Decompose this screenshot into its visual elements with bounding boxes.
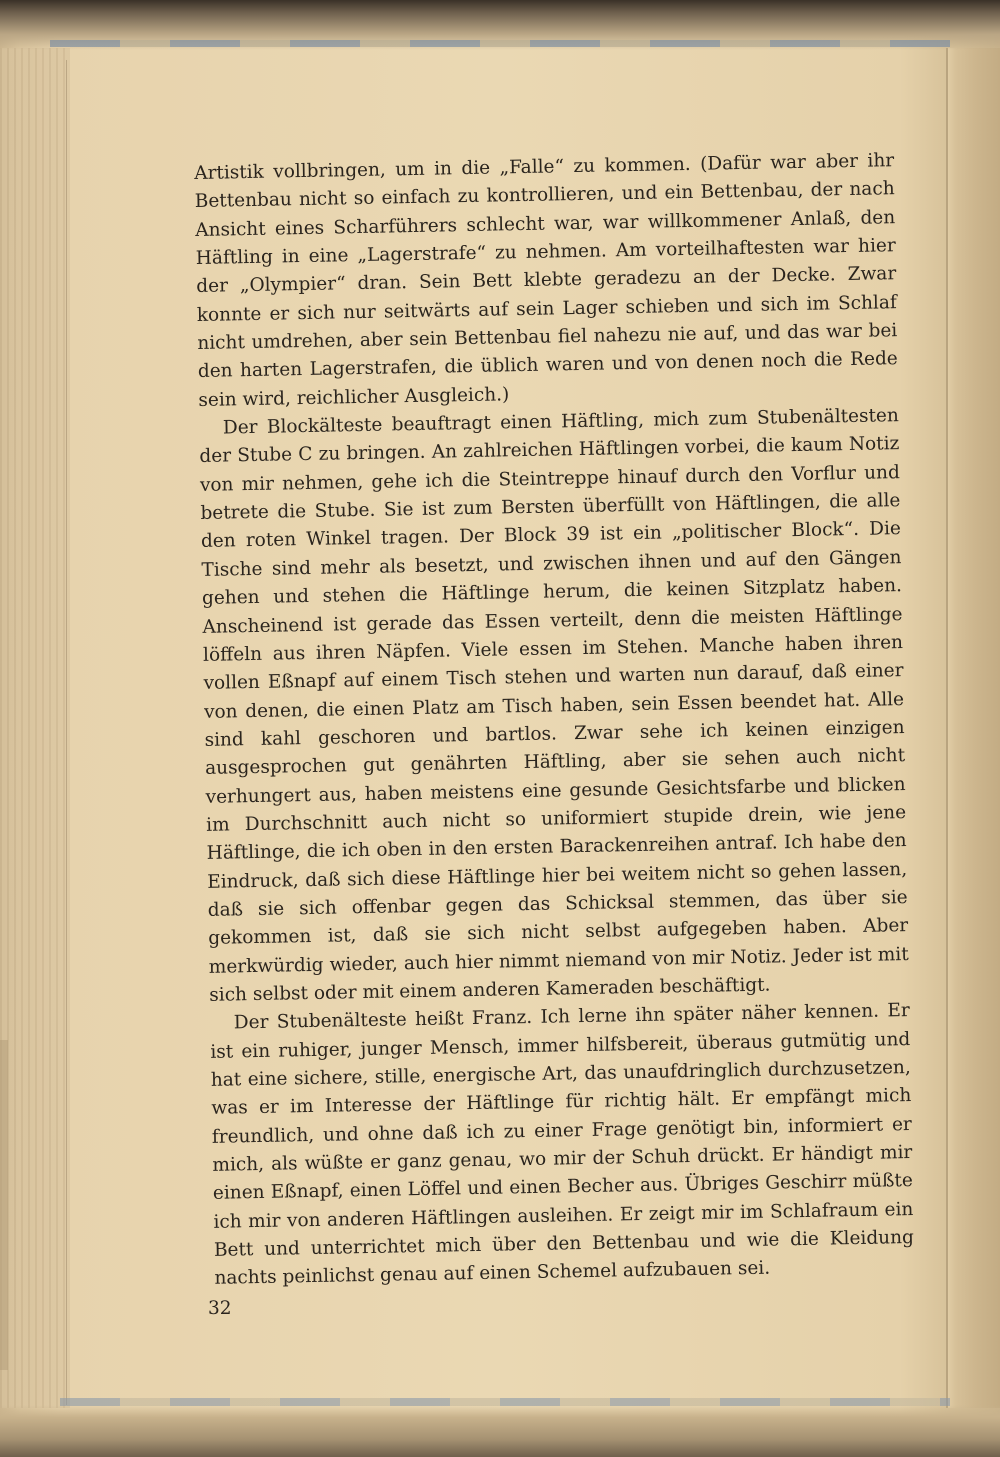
page-edge-line [66,60,67,1405]
body-text [194,147,915,1293]
stacked-page-edges [0,48,70,1408]
spine-shadow [0,1040,8,1370]
bottom-shadow [0,1405,1000,1457]
page-number: 32 [208,1298,232,1319]
paragraph-2: Der Blockälteste beauftragt einen Häftling, mich zum Stubenältesten der Stube C zu bringen. An zahlreichen Häftlingen vorbei, die kaum Notiz von mir nehmen, gehe ich die Steintreppe hinauf durch den Vorflur und betrete die Stube. Sie ist zum Bersten überfüllt von Häftlingen, die alle den roten Winkel tragen. Der Block 39 ist ein „politischer Block“. Die Tische sind mehr als besetzt, und zwischen ihnen und auf den Gängen gehen und stehen die Häftlinge herum, die keinen Sitzplatz haben. Anscheinend ist gerade das Essen verteilt, denn die meisten Häftlinge löffeln aus ihren Näpfen. Viele essen im Stehen. Manche haben ihren vollen Eßnapf auf einem Tisch stehen und warten nun darauf, daß einer von denen, die einen Platz am Tisch haben, sein Essen beendet hat. Alle sind kahl geschoren und bartlos. Zwar sehe ich keinen einzigen ausgesprochen gut genährten Häftling, aber sie sehen auch nicht verhungert aus, haben meistens eine gesunde Gesichtsfarbe und blicken im Durchschnitt auch nicht so uniformiert stupide drein, wie jene Häftlinge, die ich oben in den ersten Barackenreihen antraf. Ich habe den Eindruck, daß sich diese Häftlinge hier bei weitem nicht so gehen lassen, daß sie sich offenbar gegen das Schicksal stemmen, das über sie gekommen ist, daß sie sich nicht selbst aufgegeben haben. Aber merkwürdig wieder, auch hier nimmt niemand von mir Notiz. Jeder ist mit sich selbst oder mit einem anderen Kameraden beschäftigt. [199,405,909,1006]
paragraph-3: Der Stubenälteste heißt Franz. Ich lerne ihn später näher kennen. Er ist ein ruhiger, junger Mensch, immer hilfsbereit, überaus gutmütig und hat eine sichere, stille, energische Art, das unaufdringlich durchzusetzen, was er im Interesse der Häftlinge für richtig hält. Er empfängt mich freundlich, und ohne daß ich zu einer Frage genötigt bin, informiert er mich, als wüßte er ganz genau, wo mir der Schuh drückt. Er händigt mir einen Eßnapf, einen Löffel und einen Becher aus. Übriges Geschirr müßte ich mir von anderen Häftlingen ausleihen. Er zeigt mir im Schlafraum ein Bett und unterrichtet mich über den Bettenbau und wie die Kleidung nachts peinlichst genau auf einen Schemel aufzubauen sei. [210,1000,915,1290]
right-page-edge [946,48,1000,1408]
scan-tape-top [50,40,950,47]
paragraph-1: Artistik vollbringen, um in die „Falle“ zu kommen. (Dafür war aber ihr Bettenbau nicht so einfach zu kontrollieren, und ein Bettenbau, der nach Ansicht eines Scharführers schlecht war, war willkommener Anlaß, den Häftling in eine „Lagerstrafe“ zu nehmen. Am vorteilhaftesten war hier der „Olympier“ dran. Sein Bett klebte geradezu an der Decke. Zwar konnte er sich nur seitwärts auf sein Lager schieben und sich im Schlaf nicht umdrehen, aber sein Bettenbau fiel nahezu nie auf, und das war bei den harten Lagerstrafen, die üblich waren und von denen noch die Rede sein wird, reichlicher Ausgleich.) [194,150,898,411]
right-page-edge-line [946,48,948,1408]
